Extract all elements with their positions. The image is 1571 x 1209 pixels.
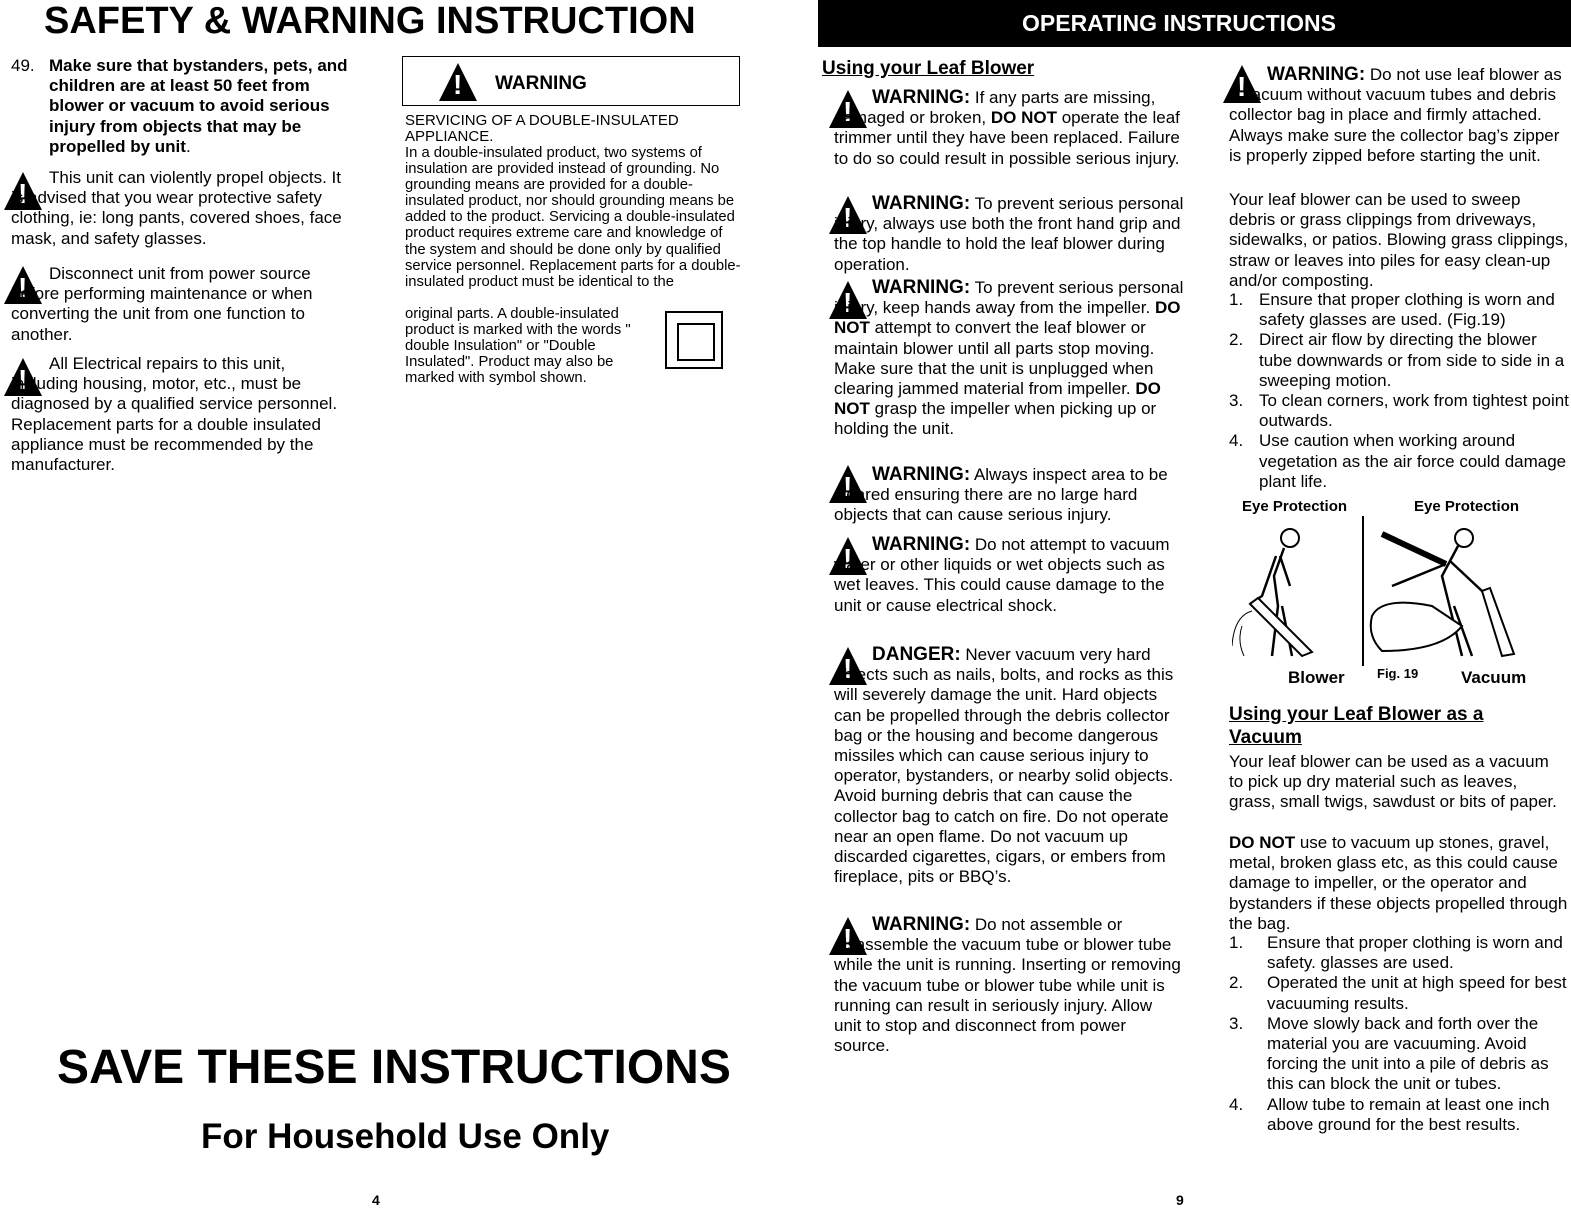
warning-label: WARNING:	[872, 914, 971, 935]
figure-19	[1232, 494, 1532, 690]
household-use: For Household Use Only	[201, 1117, 610, 1156]
item-49-period: .	[185, 136, 191, 156]
warning-liquids: WARNING: Do not attempt to vacuum water or other liquids or wet objects such as wet leaves. This could cause damage to the unit or cause electrical shock.	[834, 534, 1170, 615]
warning-label: WARNING:	[1267, 64, 1366, 85]
warning-vacuum-tubes: WARNING: Do not use leaf blower as a vacuum without vacuum tubes and debris collector bag in place and firmly attached. Always make sure the collector bag’s zipper is properly zipped before starting the unit.	[1229, 64, 1562, 165]
list-item: 3. To clean corners, work from tightest point outwards.	[1229, 391, 1569, 431]
danger-label: DANGER:	[872, 644, 961, 665]
warning-impeller: WARNING: To prevent serious personal injury, keep hands away from the impeller. DO NOT attempt to convert the leaf blower or maintain blower until all parts stop moving. Make sure that the unit is unplugged when clearing jammed material from impeller. DO NOT grasp the impeller when picking up or holding the unit.	[834, 277, 1184, 439]
fig-label-eye-protection-blower: Eye Protection	[1242, 498, 1348, 515]
list-item: 1. Ensure that proper clothing is worn and safety glasses are used. (Fig.19)	[1229, 290, 1555, 330]
danger-hard-objects: DANGER: Never vacuum very hard objects such as nails, bolts, and rocks as this will severely damage the unit. Hard objects can be propelled through the debris collector bag or the housing and become dangerous missiles which can cause serious injury to operator, bystanders, or nearby solid objects. Avoid burning debris that can cause the collector bag to catch on fire. Do not operate near an open flame. Do not vacuum up discarded cigarettes, cigars, or embers from fireplace, pits or BBQ’s.	[834, 644, 1174, 887]
warning-assemble-tube: WARNING: Do not assemble or disassemble the vacuum tube or blower tube while the unit is running. Inserting or removing the vacuum tube or blower tube while unit is running can result in seriously injury. Allow unit to stop and disconnect from power source.	[834, 914, 1181, 1056]
right-page-number: 9	[1176, 1192, 1184, 1208]
servicing-title: SERVICING OF A DOUBLE-INSULATED APPLIANCE.	[405, 112, 679, 145]
list-item: 4. Use caution when working around vegetation as the air force could damage plant life.	[1229, 431, 1567, 491]
servicing-tail: original parts. A double-insulated product is marked with the words " double Insulation" or "Double Insulated". Product may also be marked with symbol shown.	[405, 306, 631, 387]
blower-operator-illustration	[1232, 516, 1532, 666]
warning-missing-parts: WARNING: If any parts are missing, damaged or broken, DO NOT operate the leaf trimmer until they have been replaced. Failure to do so could result in possible serious injury.	[834, 87, 1180, 168]
warning-hand-grip: WARNING: To prevent serious personal injury, always use both the front hand grip and the top handle to hold the leaf blower during operation.	[834, 193, 1184, 274]
left-page-title: SAFETY & WARNING INSTRUCTION	[44, 0, 696, 42]
warning-label: WARNING:	[872, 277, 971, 298]
operating-header-title: OPERATING INSTRUCTIONS	[1022, 10, 1336, 36]
left-page-number: 4	[372, 1192, 380, 1208]
list-item: 2. Operated the unit at high speed for best vacuuming results.	[1229, 973, 1567, 1013]
item-49-text: Make sure that bystanders, pets, and children are at least 50 feet from blower or vacuum to avoid serious injury from objects that may be propelled by unit	[49, 56, 348, 156]
vacuum-steps-list	[1229, 933, 1569, 1135]
warning-triangle-icon	[439, 63, 477, 101]
list-item: 2. Direct air flow by directing the blower tube downwards or from side to side in a sweeping motion.	[1229, 330, 1565, 390]
warning-box	[402, 56, 740, 106]
fig-label-blower: Blower	[1288, 668, 1345, 687]
vacuum-do-not-paragraph: DO NOT use to vacuum up stones, gravel, metal, broken glass etc, as this could cause damage to impeller, or the operator and bystanders if these objects propelled through the bag.	[1229, 833, 1568, 933]
electrical-repairs-paragraph: All Electrical repairs to this unit, including housing, motor, etc., must be diagnosed by a qualified service personnel. Replacement parts for a double insulated appliance must be recommended by the manufacturer.	[11, 354, 338, 475]
warning-label: WARNING:	[872, 193, 971, 214]
section-title-vacuum: Using your Leaf Blower as a Vacuum	[1229, 704, 1484, 748]
warning-label: WARNING:	[872, 464, 971, 485]
fig-label-vacuum: Vacuum	[1461, 668, 1527, 687]
item-49	[49, 56, 349, 157]
warning-inspect-area: WARNING: Always inspect area to be cleared ensuring there are no large hard objects that can cause serious injury.	[834, 464, 1168, 525]
disconnect-paragraph: Disconnect unit from power source before performing maintenance or when converting the unit from one function to another.	[11, 264, 313, 344]
save-instructions: SAVE THESE INSTRUCTIONS	[57, 1041, 731, 1094]
list-item: 3. Move slowly back and forth over the material you are vacuuming. Avoid forcing the unit into a pile of debris as this can block the unit or tubes.	[1229, 1013, 1549, 1094]
item-49-number: 49.	[11, 56, 35, 75]
servicing-body: In a double-insulated product, two systems of insulation are provided instead of grounding. No grounding means are provided for a double-insulated product, nor should grounding means be added to the product. Servicing a double-insulated product requires extreme care and knowledge of the system and should be done only by qualified service personnel. Replacement parts for a double-insulated product must be identical to the	[405, 145, 741, 290]
double-insulation-symbol-icon	[665, 311, 723, 369]
warning-label: WARNING:	[872, 87, 971, 108]
safety-clothing-paragraph: This unit can violently propel objects. It is advised that you wear protective safety clothing, ie: long pants, covered shoes, face mask, and safety glasses.	[11, 168, 342, 248]
operating-header-bar	[818, 0, 1571, 47]
list-item: 4. Allow tube to remain at least one inch above ground for the best results.	[1229, 1094, 1550, 1134]
vacuum-intro: Your leaf blower can be used as a vacuum to pick up dry material such as leaves, grass, small twigs, sawdust or bits of paper.	[1229, 752, 1557, 812]
fig-number: Fig. 19	[1377, 666, 1419, 681]
list-item: 1. Ensure that proper clothing is worn and safety. glasses are used.	[1229, 933, 1563, 973]
blower-steps-list	[1229, 290, 1569, 492]
fig-label-eye-protection-vacuum: Eye Protection	[1414, 498, 1520, 515]
warning-box-label: WARNING	[495, 73, 587, 94]
sweep-paragraph: Your leaf blower can be used to sweep debris or grass clippings from driveways, sidewalks, or patios. Blowing grass clippings, straw or leaves into piles for easy clean-up and/or composting.	[1229, 190, 1569, 290]
warning-label: WARNING:	[872, 534, 971, 555]
section-title-leaf-blower: Using your Leaf Blower	[822, 58, 1035, 79]
